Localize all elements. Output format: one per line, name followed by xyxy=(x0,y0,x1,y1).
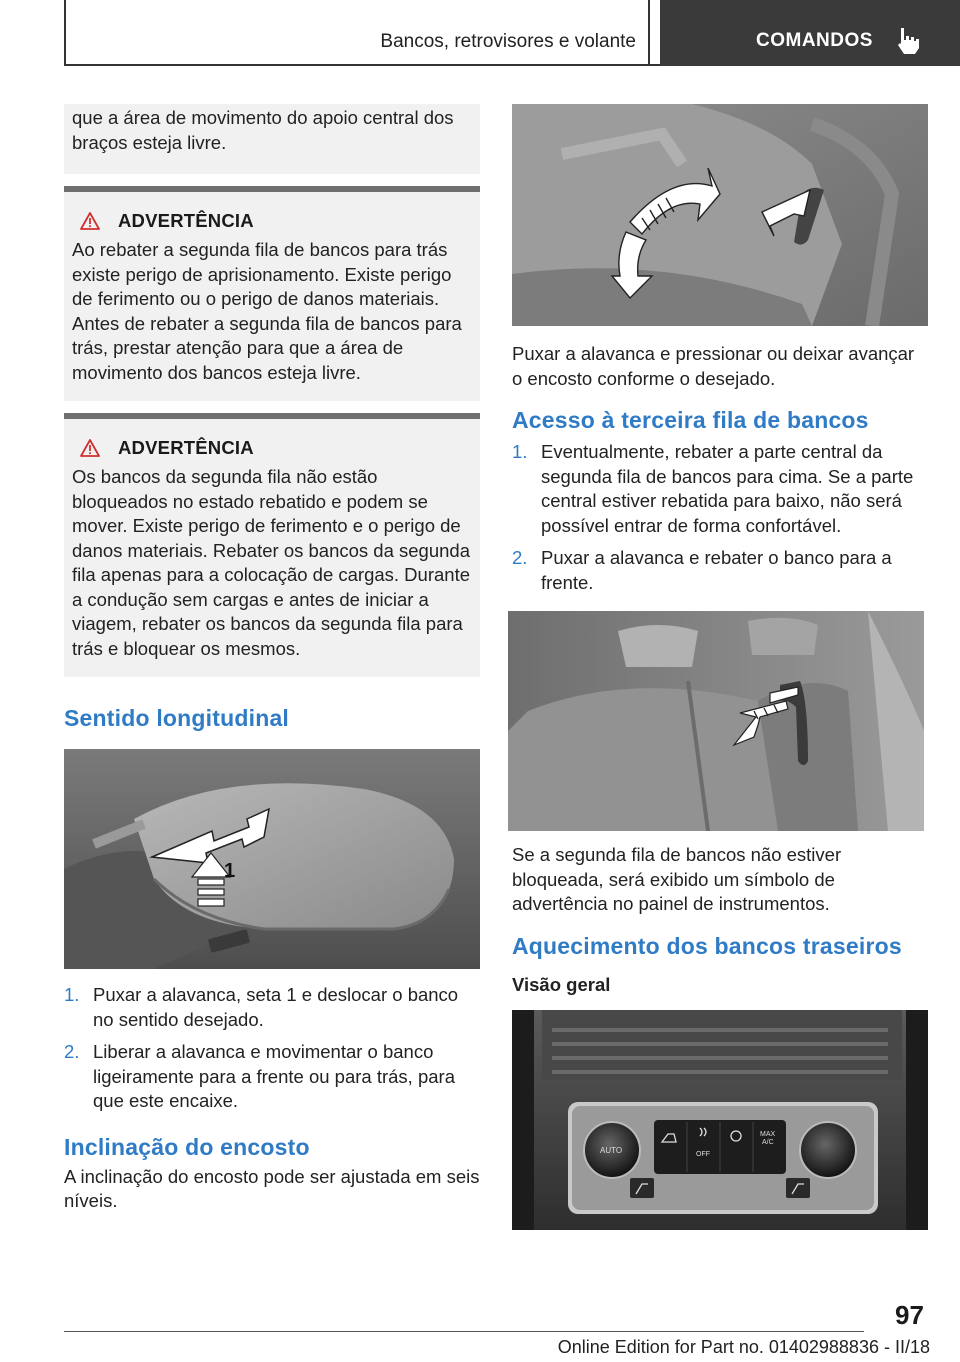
figure-callout: 1 xyxy=(224,860,236,882)
step-number: 2. xyxy=(64,1041,80,1062)
seat-slide-figure xyxy=(64,749,480,969)
warning-title: ADVERTÊNCIA xyxy=(118,210,254,231)
step-item xyxy=(64,1040,480,1114)
step-number: 1. xyxy=(512,441,528,462)
warning-triangle-icon xyxy=(80,212,100,230)
footer-rule xyxy=(64,1331,864,1332)
step-number: 2. xyxy=(512,547,528,568)
footer-edition: Online Edition for Part no. 01402988836 - II/18 xyxy=(557,1337,930,1357)
warning-triangle-icon xyxy=(80,439,100,457)
step-text: Puxar a alavanca, seta 1 e deslocar o banco no sentido desejado. xyxy=(93,984,459,1030)
unlocked-warning-text: Se a segunda fila de bancos não estiver bloqueada, será exibido um símbolo de advertência no painel de instrumentos. xyxy=(512,844,842,914)
header-divider xyxy=(648,0,650,66)
subheading-overview: Visão geral xyxy=(512,973,611,995)
warning-text: Ao rebater a segunda fila de bancos para trás existe perigo de aprisionamento. Existe perigo de ferimento ou o perigo de danos materiais. Antes de rebater a segunda fila de bancos para trás, prestar atenção para que a área de movimento dos bancos esteja livre. xyxy=(72,239,462,383)
backrest-caption: Puxar a alavanca e pressionar ou deixar avançar o encosto conforme o desejado. xyxy=(512,343,915,389)
section-heading-backrest: Inclinação do encosto xyxy=(64,1133,310,1160)
warning-title: ADVERTÊNCIA xyxy=(118,437,254,458)
step-number: 1. xyxy=(64,984,80,1005)
warning-box-2 xyxy=(64,419,480,677)
max-label: MAX xyxy=(760,1130,776,1138)
section-title: Bancos, retrovisores e volante xyxy=(380,31,636,52)
right-column xyxy=(512,104,928,1230)
warning-box-1 xyxy=(64,192,480,401)
step-text: Puxar a alavanca e rebater o banco para a frente. xyxy=(541,547,892,593)
step-item xyxy=(64,983,480,1032)
ac-label: A/C xyxy=(762,1138,774,1146)
rear-climate-panel-figure xyxy=(512,1010,928,1230)
hand-pointer-icon xyxy=(895,26,923,56)
warning-text: Os bancos da segunda fila não estão bloqueados no estado rebatido e podem se mover. Existe perigo de ferimento e o perigo de danos materiais. Rebater os bancos da segunda fila apenas para a colocação de cargas. Durante a condução sem cargas e antes de iniciar a viagem, rebater os bancos da segunda fila para trás e bloquear os mesmos. xyxy=(72,466,471,659)
third-row-access-figure xyxy=(508,611,924,831)
backrest-text: A inclinação do encosto pode ser ajustada em seis níveis. xyxy=(64,1165,480,1211)
step-text: Liberar a alavanca e movimentar o banco ligeiramente para a frente ou para trás, para que este encaixe. xyxy=(93,1041,455,1111)
step-item xyxy=(512,440,928,538)
section-heading-rear-heating: Aquecimento dos bancos traseiros xyxy=(512,932,902,959)
section-heading-longitudinal: Sentido longitudinal xyxy=(64,705,290,731)
intro-box xyxy=(64,104,480,174)
chapter-tab-label: COMANDOS xyxy=(756,30,873,51)
page-number: 97 xyxy=(895,1300,924,1330)
longitudinal-steps xyxy=(64,983,480,1114)
auto-label: AUTO xyxy=(600,1145,623,1155)
section-heading-third-row: Acesso à terceira fila de bancos xyxy=(512,407,869,433)
backrest-figure xyxy=(512,104,928,326)
third-row-steps xyxy=(512,440,928,595)
off-label: OFF xyxy=(696,1150,710,1158)
intro-text: que a área de movimento do apoio central dos braços esteja livre. xyxy=(72,107,454,153)
left-column xyxy=(64,104,480,1214)
step-item xyxy=(512,546,928,595)
step-text: Eventualmente, rebater a parte central da segunda fila de bancos para cima. Se a parte central estiver rebatida para baixo, não será possível entrar de forma confortável. xyxy=(541,441,914,536)
